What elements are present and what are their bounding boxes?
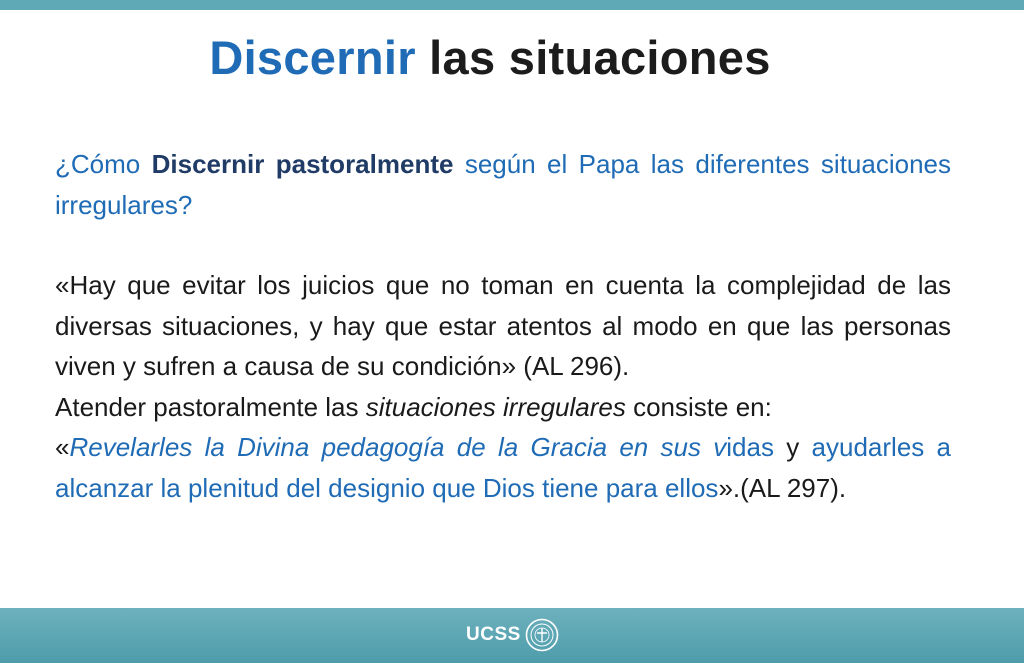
question-paragraph [55,144,951,225]
logo-text: UCSS [466,624,521,645]
quote2-y: y [773,432,812,462]
title-rest: las situaciones [415,31,771,84]
intro-paragraph-2 [55,387,951,428]
quote-paragraph-1: «Hay que evitar los juicios que no toman en cuenta la complejidad de las diversas situaciones, y hay que estar atentos al modo en que las personas viven y sufren a causa de su condición» (AL 296). [55,270,951,381]
title-accent: Discernir [209,31,416,84]
line2-italic: situaciones irregulares [365,391,626,422]
ucss-logo [466,616,559,654]
question-suffix: según el Papa las diferentes situaciones irregulares? [55,149,952,220]
quote2-blue: idas [726,432,774,462]
university-seal-icon [525,618,559,652]
quote2-close: ».(AL 297). [718,472,847,503]
question-bold: Discernir pastoralmente [151,149,454,179]
quote2-blue2: ayudarles a alcanzar la plenitud del designio que Dios tiene para ellos [55,432,952,503]
slide-body [55,144,951,508]
top-accent-bar [0,0,1024,10]
slide-title [0,30,980,85]
quote-paragraph-2 [55,427,951,508]
line2-suffix: consiste en: [625,391,772,422]
question-prefix: ¿Cómo [55,149,152,179]
quote2-open: « [55,432,70,462]
quote2-italic: Revelarles la Divina pedagogía de la Gracia en sus v [69,432,727,462]
line2-prefix: Atender pastoralmente las [55,391,366,422]
